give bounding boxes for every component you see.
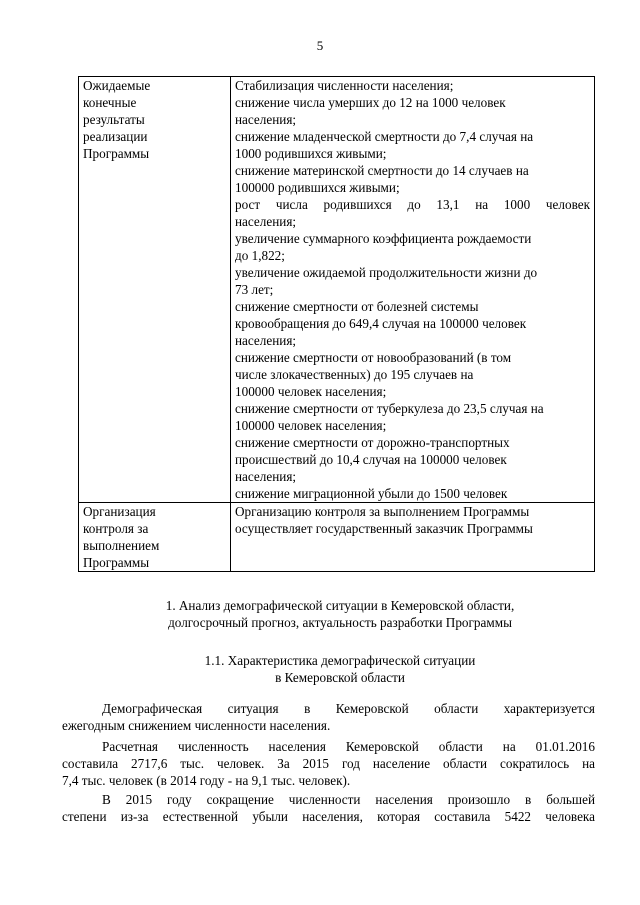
- result-line: населения;: [235, 333, 297, 348]
- paragraph-line: 7,4 тыс. человек (в 2014 году - на 9,1 тыс. человек).: [62, 773, 351, 788]
- result-line: увеличение ожидаемой продолжительности жизни до: [235, 265, 538, 280]
- section-heading: [80, 597, 600, 631]
- label-line: Ожидаемые: [83, 78, 151, 93]
- label-line: реализации: [83, 129, 148, 144]
- result-line: до 1,822;: [235, 248, 285, 263]
- result-line: снижение смертности от туберкулеза до 23,5 случая на: [235, 401, 544, 416]
- expected-results-value: [231, 77, 595, 503]
- subsection-heading-line: 1.1. Характеристика демографической ситуации: [204, 653, 476, 668]
- result-line: 100000 человек населения;: [235, 384, 387, 399]
- result-line: происшествий до 10,4 случая на 100000 человек: [235, 452, 507, 467]
- label-line: Программы: [83, 146, 150, 161]
- expected-results-label: [79, 77, 231, 503]
- paragraph-2: [62, 738, 595, 789]
- subsection-heading: [80, 652, 600, 686]
- label-line: выполнением: [83, 538, 160, 553]
- program-passport-table: [78, 76, 595, 572]
- paragraph-line: Демографическая ситуация в Кемеровской области характеризуется: [102, 701, 595, 716]
- paragraph-line: В 2015 году сокращение численности населения произошло в большей: [102, 792, 595, 807]
- result-line: 100000 родившихся живыми;: [235, 180, 400, 195]
- label-line: конечные: [83, 95, 137, 110]
- paragraph-line: ежегодным снижением численности населения.: [62, 718, 331, 733]
- result-line: населения;: [235, 112, 297, 127]
- result-line: снижение смертности от дорожно-транспортных: [235, 435, 510, 450]
- table-row-program-control: [79, 503, 595, 572]
- label-line: контроля за: [83, 521, 149, 536]
- section-heading-line: 1. Анализ демографической ситуации в Кемеровской области,: [165, 598, 515, 613]
- subsection-heading-line: в Кемеровской области: [275, 670, 405, 685]
- result-line: населения;: [235, 469, 297, 484]
- control-line: Организацию контроля за выполнением Программы: [235, 504, 530, 519]
- result-line: снижение миграционной убыли до 1500 человек: [235, 486, 508, 501]
- paragraph-line: степени из-за естественной убыли населения, которая составила 5422 человека: [62, 809, 595, 824]
- table-row-expected-results: [79, 77, 595, 503]
- result-line: снижение числа умерших до 12 на 1000 человек: [235, 95, 506, 110]
- paragraph-1: [62, 700, 595, 734]
- result-line: снижение младенческой смертности до 7,4 случая на: [235, 129, 534, 144]
- result-line: увеличение суммарного коэффициента рождаемости: [235, 231, 532, 246]
- result-line: населения;: [235, 214, 297, 229]
- label-line: Организация: [83, 504, 156, 519]
- result-line: 1000 родившихся живыми;: [235, 146, 387, 161]
- result-line: снижение смертности от болезней системы: [235, 299, 479, 314]
- paragraph-line: составила 2717,6 тыс. человек. За 2015 год население области сократилось на: [62, 756, 595, 771]
- label-line: результаты: [83, 112, 145, 127]
- paragraph-3: [62, 791, 595, 825]
- page-number: 5: [316, 38, 324, 53]
- result-line: рост числа родившихся до 13,1 на 1000 человек: [235, 197, 590, 212]
- section-heading-line: долгосрочный прогноз, актуальность разработки Программы: [168, 615, 512, 630]
- program-control-value: [231, 503, 595, 572]
- control-line: осуществляет государственный заказчик Программы: [235, 521, 533, 536]
- result-line: кровообращения до 649,4 случая на 100000 человек: [235, 316, 527, 331]
- result-line: 100000 человек населения;: [235, 418, 387, 433]
- result-line: снижение материнской смертности до 14 случаев на: [235, 163, 529, 178]
- result-line: 73 лет;: [235, 282, 274, 297]
- program-control-label: [79, 503, 231, 572]
- result-line: снижение смертности от новообразований (в том: [235, 350, 512, 365]
- result-line: числе злокачественных) до 195 случаев на: [235, 367, 474, 382]
- paragraph-line: Расчетная численность населения Кемеровской области на 01.01.2016: [102, 739, 595, 754]
- label-line: Программы: [83, 555, 150, 570]
- result-line: Стабилизация численности населения;: [235, 78, 454, 93]
